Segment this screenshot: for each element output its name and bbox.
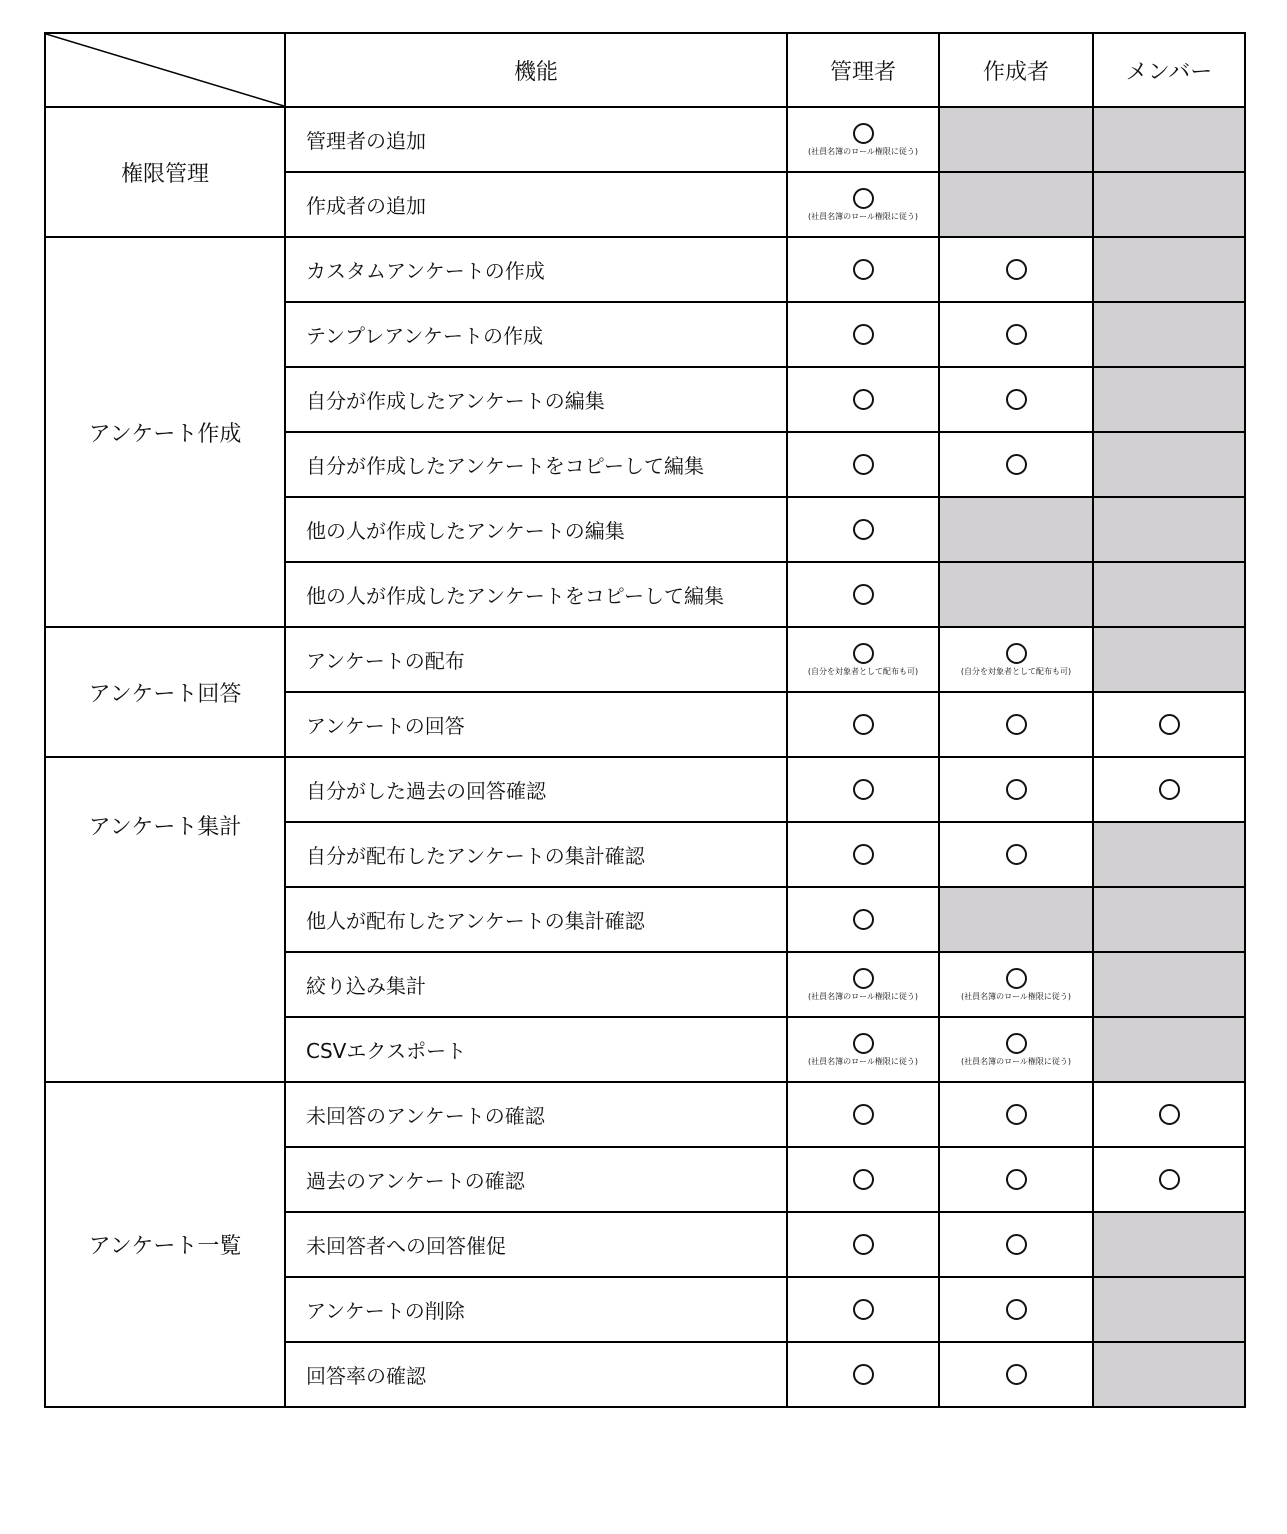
creator-cell [939, 692, 1093, 757]
feature-label: 未回答者への回答催促 [285, 1212, 787, 1277]
creator-cell-unavailable [939, 172, 1093, 237]
permission-table [44, 32, 1246, 1408]
admin-cell [787, 1017, 939, 1082]
member-cell-unavailable [1093, 887, 1245, 952]
member-cell-unavailable [1093, 822, 1245, 887]
admin-cell [787, 432, 939, 497]
feature-label: 他人が配布したアンケートの集計確認 [285, 887, 787, 952]
circle-mark-icon [1006, 324, 1027, 345]
circle-mark-icon [853, 123, 874, 144]
category-survey-create: アンケート作成 [45, 237, 285, 627]
feature-label: カスタムアンケートの作成 [285, 237, 787, 302]
admin-cell [787, 237, 939, 302]
circle-mark-icon [1006, 968, 1027, 989]
table-row [45, 627, 1245, 692]
admin-cell [787, 692, 939, 757]
creator-cell [939, 1147, 1093, 1212]
creator-cell-unavailable [939, 497, 1093, 562]
admin-cell [787, 107, 939, 172]
creator-cell [939, 952, 1093, 1017]
feature-label: テンプレアンケートの作成 [285, 302, 787, 367]
creator-cell [939, 1082, 1093, 1147]
circle-mark-icon [853, 968, 874, 989]
circle-mark-icon [1006, 1033, 1027, 1054]
creator-cell-unavailable [939, 562, 1093, 627]
member-header: メンバー [1093, 33, 1245, 107]
circle-mark-icon [853, 779, 874, 800]
creator-cell [939, 432, 1093, 497]
category-survey-list: アンケート一覧 [45, 1082, 285, 1407]
admin-header: 管理者 [787, 33, 939, 107]
circle-mark-icon [1006, 779, 1027, 800]
role-note: (社員名簿のロール権限に従う) [960, 992, 1072, 1001]
member-cell [1093, 1082, 1245, 1147]
creator-cell [939, 1017, 1093, 1082]
circle-mark-icon [1159, 714, 1180, 735]
admin-cell [787, 1147, 939, 1212]
creator-header: 作成者 [939, 33, 1093, 107]
circle-mark-icon [853, 1169, 874, 1190]
admin-cell [787, 887, 939, 952]
feature-label: 自分が配布したアンケートの集計確認 [285, 822, 787, 887]
circle-mark-icon [1006, 1234, 1027, 1255]
feature-label: 過去のアンケートの確認 [285, 1147, 787, 1212]
circle-mark-icon [1006, 1299, 1027, 1320]
self-note: (自分を対象者として配布も可) [807, 667, 919, 676]
role-note: (社員名簿のロール権限に従う) [807, 1057, 919, 1066]
creator-cell [939, 1342, 1093, 1407]
role-note: (社員名簿のロール権限に従う) [807, 212, 919, 221]
creator-cell [939, 1212, 1093, 1277]
table-row [45, 1082, 1245, 1147]
member-cell [1093, 1147, 1245, 1212]
member-cell-unavailable [1093, 1342, 1245, 1407]
admin-cell [787, 367, 939, 432]
role-note: (社員名簿のロール権限に従う) [807, 992, 919, 1001]
circle-mark-icon [853, 1104, 874, 1125]
circle-mark-icon [853, 389, 874, 410]
circle-mark-icon [853, 324, 874, 345]
self-note: (自分を対象者として配布も可) [960, 667, 1072, 676]
member-cell-unavailable [1093, 952, 1245, 1017]
member-cell-unavailable [1093, 237, 1245, 302]
member-cell-unavailable [1093, 432, 1245, 497]
circle-mark-icon [1006, 643, 1027, 664]
circle-mark-icon [1159, 1104, 1180, 1125]
member-cell-unavailable [1093, 497, 1245, 562]
circle-mark-icon [1006, 259, 1027, 280]
category-survey-aggregate: アンケート集計 [45, 757, 285, 1082]
circle-mark-icon [853, 519, 874, 540]
circle-mark-icon [853, 844, 874, 865]
admin-cell [787, 757, 939, 822]
feature-label: 他の人が作成したアンケートの編集 [285, 497, 787, 562]
role-note: (社員名簿のロール権限に従う) [807, 147, 919, 156]
member-cell-unavailable [1093, 1277, 1245, 1342]
feature-label: 自分がした過去の回答確認 [285, 757, 787, 822]
circle-mark-icon [1006, 1169, 1027, 1190]
circle-mark-icon [1006, 454, 1027, 475]
circle-mark-icon [1006, 389, 1027, 410]
member-cell-unavailable [1093, 562, 1245, 627]
creator-cell [939, 757, 1093, 822]
admin-cell [787, 627, 939, 692]
creator-cell-unavailable [939, 887, 1093, 952]
feature-label: アンケートの削除 [285, 1277, 787, 1342]
circle-mark-icon [1159, 779, 1180, 800]
creator-cell [939, 237, 1093, 302]
feature-header: 機能 [285, 33, 787, 107]
corner-cell [45, 33, 285, 107]
admin-cell [787, 1277, 939, 1342]
member-cell [1093, 692, 1245, 757]
circle-mark-icon [853, 454, 874, 475]
circle-mark-icon [853, 1033, 874, 1054]
admin-cell [787, 952, 939, 1017]
feature-label: CSVエクスポート [285, 1017, 787, 1082]
role-note: (社員名簿のロール権限に従う) [960, 1057, 1072, 1066]
member-cell [1093, 757, 1245, 822]
circle-mark-icon [853, 1234, 874, 1255]
admin-cell [787, 1082, 939, 1147]
member-cell-unavailable [1093, 1017, 1245, 1082]
creator-cell-unavailable [939, 107, 1093, 172]
table-row [45, 107, 1245, 172]
feature-label: アンケートの配布 [285, 627, 787, 692]
circle-mark-icon [853, 909, 874, 930]
feature-label: 作成者の追加 [285, 172, 787, 237]
creator-cell [939, 367, 1093, 432]
feature-label: 未回答のアンケートの確認 [285, 1082, 787, 1147]
circle-mark-icon [1006, 1364, 1027, 1385]
creator-cell [939, 822, 1093, 887]
circle-mark-icon [853, 188, 874, 209]
feature-label: 絞り込み集計 [285, 952, 787, 1017]
table-row [45, 757, 1245, 822]
member-cell-unavailable [1093, 367, 1245, 432]
header-row [45, 33, 1245, 107]
member-cell-unavailable [1093, 627, 1245, 692]
circle-mark-icon [853, 1364, 874, 1385]
feature-label: 自分が作成したアンケートの編集 [285, 367, 787, 432]
member-cell-unavailable [1093, 1212, 1245, 1277]
circle-mark-icon [1006, 714, 1027, 735]
circle-mark-icon [1159, 1169, 1180, 1190]
circle-mark-icon [853, 1299, 874, 1320]
category-permission: 権限管理 [45, 107, 285, 237]
admin-cell [787, 1212, 939, 1277]
circle-mark-icon [1006, 1104, 1027, 1125]
admin-cell [787, 172, 939, 237]
creator-cell [939, 627, 1093, 692]
circle-mark-icon [853, 584, 874, 605]
circle-mark-icon [853, 714, 874, 735]
admin-cell [787, 302, 939, 367]
admin-cell [787, 562, 939, 627]
creator-cell [939, 302, 1093, 367]
category-survey-answer: アンケート回答 [45, 627, 285, 757]
feature-label: アンケートの回答 [285, 692, 787, 757]
circle-mark-icon [1006, 844, 1027, 865]
member-cell-unavailable [1093, 172, 1245, 237]
feature-label: 回答率の確認 [285, 1342, 787, 1407]
member-cell-unavailable [1093, 107, 1245, 172]
feature-label: 他の人が作成したアンケートをコピーして編集 [285, 562, 787, 627]
member-cell-unavailable [1093, 302, 1245, 367]
admin-cell [787, 497, 939, 562]
circle-mark-icon [853, 643, 874, 664]
feature-label: 自分が作成したアンケートをコピーして編集 [285, 432, 787, 497]
table-row [45, 237, 1245, 302]
feature-label: 管理者の追加 [285, 107, 787, 172]
creator-cell [939, 1277, 1093, 1342]
admin-cell [787, 822, 939, 887]
circle-mark-icon [853, 259, 874, 280]
admin-cell [787, 1342, 939, 1407]
